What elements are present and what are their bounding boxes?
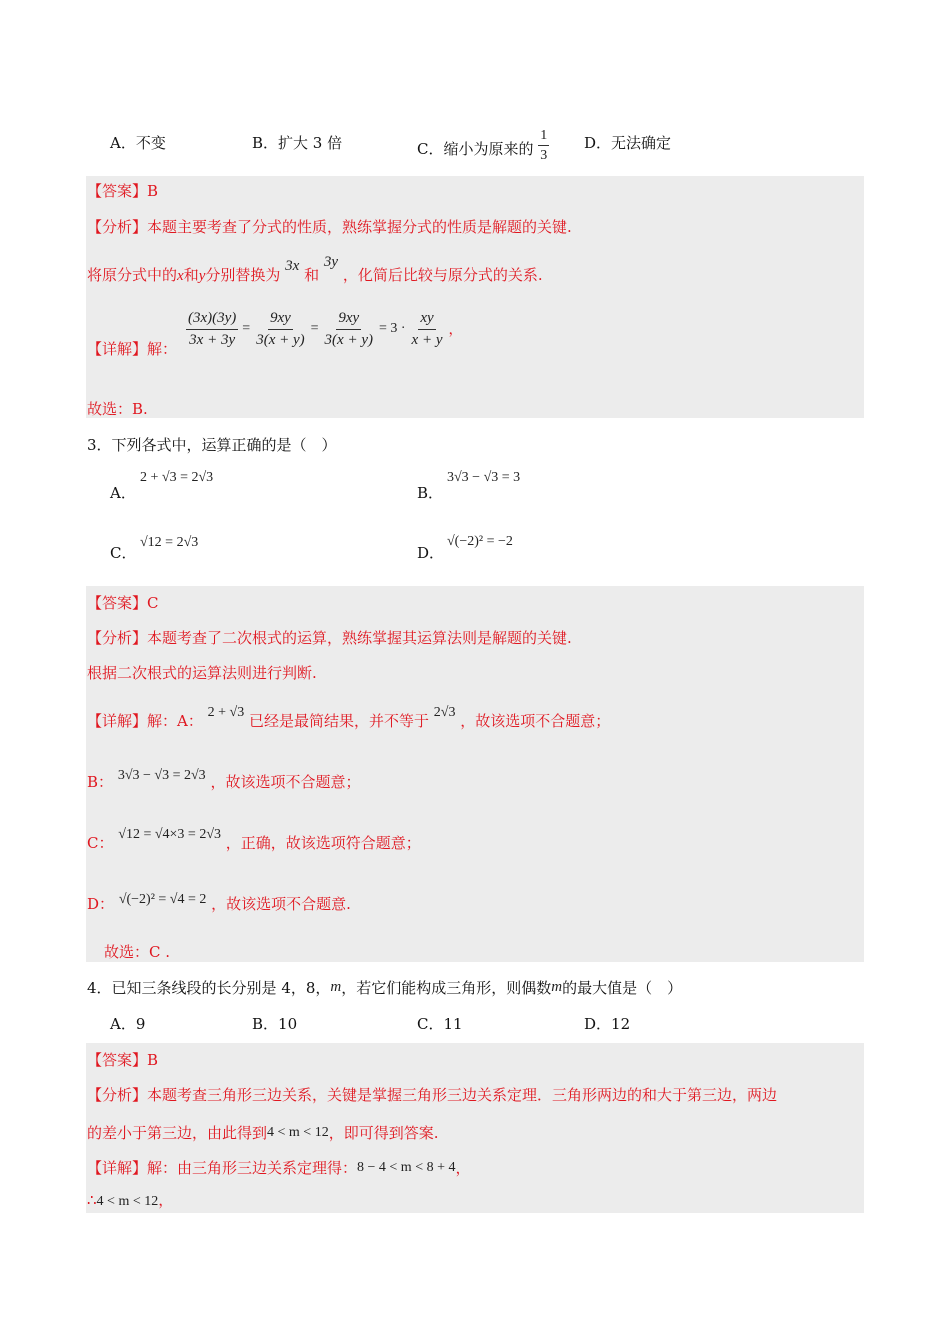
q4-analysis-line1: 【分析】本题考查三角形三边关系，关键是掌握三角形三边关系定理．三角形两边的和大于第三边，两边 (87, 1086, 778, 1104)
q4-detail-pre: 【详解】解：由三角形三边关系定理得： (87, 1159, 358, 1177)
q2-answer: 【答案】B (87, 182, 159, 200)
q4-analysis2-post: ，即可得到答案. (328, 1124, 439, 1142)
q2-option-d: D．无法确定 (584, 134, 672, 152)
q4-option-d: D．12 (584, 1015, 631, 1033)
q3-option-c-label: C． (110, 544, 137, 562)
q3-detail-b (87, 768, 361, 792)
comma: ， (158, 1191, 174, 1209)
fraction-3-numerator: 9xy (336, 310, 361, 330)
q4-therefore (87, 1189, 173, 1210)
q2-detail-equation (186, 310, 462, 348)
q3-detail-a-post: ，故该选项不合题意； (460, 712, 611, 730)
fraction-denominator: 3 (540, 148, 548, 164)
q3-answer: 【答案】C (87, 594, 159, 612)
q4-analysis-line2 (87, 1122, 438, 1143)
q3-option-c-expr: √12 = 2√3 (140, 535, 199, 550)
q2-analysis2-post: ，化简后比较与原分式的关系. (342, 266, 543, 284)
q3-option-b-expr: 3√3 − √3 = 3 (447, 470, 521, 485)
q4-therefore-expr: 4 < m < 12 (96, 1194, 159, 1209)
q3-detail-c-expr: √12 = √4×3 = 2√3 (118, 827, 222, 842)
q2-analysis-line1: 【分析】本题主要考查了分式的性质，熟练掌握分式的性质是解题的关键. (87, 218, 572, 236)
var-m: m (551, 979, 563, 995)
fraction-1-numerator: (3x)(3y) (186, 310, 238, 330)
q4-stem (87, 977, 682, 998)
q4-detail (87, 1157, 471, 1178)
q4-analysis2-pre: 的差小于第三边，由此得到 (87, 1124, 268, 1142)
q3-option-d-expr: √(−2)² = −2 (447, 534, 513, 549)
q4-option-a: A．9 (110, 1015, 146, 1033)
q2-solution-box (86, 176, 864, 418)
q4-stem-mid: ，若它们能构成三角形，则偶数 (341, 979, 552, 997)
fraction-3-denominator: 3(x + y) (324, 331, 373, 348)
expr-3x: 3x (285, 258, 300, 274)
q3-detail-a-mid: 已经是最简结果，并不等于 (249, 712, 430, 730)
q2-detail-label: 【详解】解： (87, 340, 178, 358)
q3-option-b-label: B． (417, 484, 444, 502)
q3-detail-b-post: ，故该选项不合题意； (210, 773, 361, 791)
q2-analysis-line2 (87, 254, 543, 285)
q3-detail-a (87, 705, 611, 731)
q4-stem-post: 的最大值是（ ） (562, 979, 683, 997)
fraction-2-denominator: 3(x + y) (256, 331, 305, 348)
fraction-1-denominator: 3x + 3y (189, 331, 236, 348)
var-x: x (177, 268, 184, 284)
q3-option-d-label: D． (417, 544, 445, 562)
therefore-symbol: ∴ (87, 1191, 97, 1209)
q3-conclusion: 故选：C . (104, 943, 171, 961)
q3-stem: 3．下列各式中，运算正确的是（ ） (87, 436, 337, 454)
fraction-1 (186, 310, 238, 348)
q4-option-c: C．11 (417, 1015, 463, 1033)
q3-detail-c (87, 827, 421, 853)
q4-option-b: B．10 (252, 1015, 298, 1033)
q2-option-c-fraction (538, 128, 549, 164)
q2-option-c (417, 128, 549, 168)
q2-analysis2-and: 和 (183, 266, 199, 284)
q3-detail-b-label: B： (87, 773, 114, 791)
times-three: = 3 · (378, 321, 406, 336)
fraction-3 (323, 310, 375, 348)
q2-option-a: A．不变 (110, 134, 166, 152)
var-y: y (198, 268, 206, 284)
fraction-numerator: 1 (538, 128, 549, 146)
fraction-4-numerator: xy (418, 310, 435, 330)
q3-analysis-line1: 【分析】本题考查了二次根式的运算，熟练掌握其运算法则是解题的关键. (87, 629, 572, 647)
fraction-4 (410, 310, 445, 348)
fraction-2-numerator: 9xy (268, 310, 293, 330)
q3-detail-d-post: ，故该选项不合题意. (211, 895, 351, 913)
q4-analysis2-expr: 4 < m < 12 (267, 1125, 329, 1140)
q3-detail-a-expr2: 2√3 (433, 705, 456, 720)
comma: ， (448, 322, 463, 338)
q2-analysis2-mid: 分别替换为 (205, 266, 281, 284)
q3-detail-a-expr1: 2 + √3 (207, 705, 245, 720)
q2-option-b: B．扩大 3 倍 (252, 134, 343, 152)
q2-conclusion: 故选：B. (87, 400, 148, 418)
q3-analysis-line2: 根据二次根式的运算法则进行判断. (87, 664, 317, 682)
q3-option-a-expr: 2 + √3 = 2√3 (140, 470, 214, 485)
equals-sign: = (310, 321, 319, 336)
q3-detail-d-expr: √(−2)² = √4 = 2 (118, 892, 207, 907)
comma: ， (455, 1159, 471, 1177)
q3-option-a-label: A． (110, 484, 136, 502)
equals-sign: = (242, 321, 251, 336)
q4-detail-expr: 8 − 4 < m < 8 + 4 (357, 1160, 456, 1175)
q4-stem-pre: 4．已知三条线段的长分别是 4，8， (87, 979, 331, 997)
q2-analysis2-he: 和 (304, 266, 320, 284)
q3-detail-d-label: D： (87, 895, 115, 913)
q3-detail-c-post: ，正确，故该选项符合题意； (225, 834, 421, 852)
q3-detail-d (87, 893, 351, 914)
expr-3y: 3y (323, 254, 339, 270)
fraction-2 (254, 310, 306, 348)
var-m: m (330, 979, 342, 995)
q3-detail-c-label: C： (87, 834, 114, 852)
q3-detail-b-expr: 3√3 − √3 = 2√3 (117, 768, 206, 783)
q4-answer: 【答案】B (87, 1051, 159, 1069)
fraction-4-denominator: x + y (411, 331, 443, 348)
q2-option-c-text: C．缩小为原来的 (417, 139, 534, 158)
q3-detail-a-label: 【详解】解：A： (87, 712, 203, 730)
q2-analysis2-pre: 将原分式中的 (87, 266, 178, 284)
